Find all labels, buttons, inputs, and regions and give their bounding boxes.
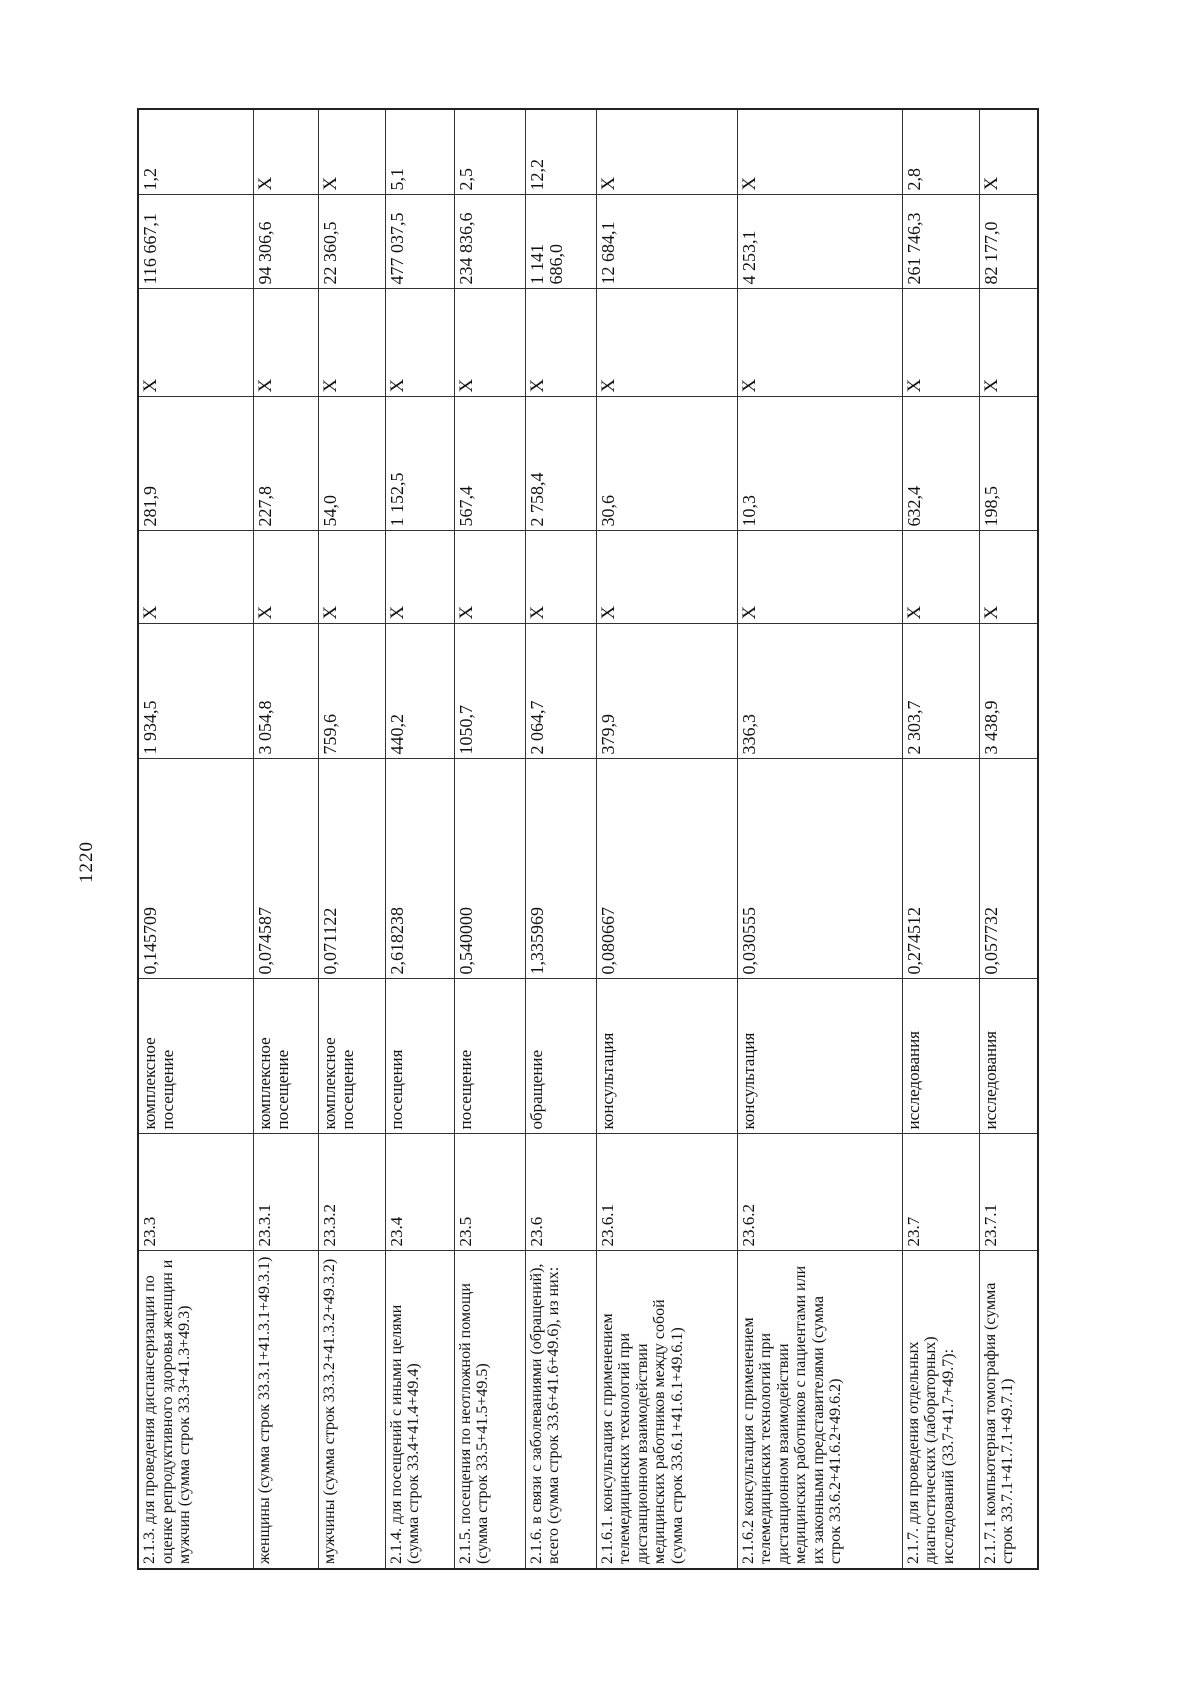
row-code-cell: 23.3.1 (253, 1134, 318, 1251)
row-cost-cell: 2 064,7 (525, 624, 596, 759)
financing-table (137, 108, 1039, 1570)
row-per-capita-cell: 54,0 (318, 397, 385, 531)
row-share-cell: X (596, 109, 737, 195)
row-name-cell: 2.1.4. для посещений с иными целями (сумма строк 33.4+41.4+49.4) (385, 1251, 454, 1569)
row-code-cell: 23.7.1 (979, 1134, 1038, 1251)
row-share-cell: 2,8 (902, 109, 979, 195)
page-number-text: 1220 (76, 841, 97, 883)
table-row (318, 109, 385, 1569)
row-unit-cell: комплексное посещение (138, 979, 253, 1134)
row-per-capita-cell: 1 152,5 (385, 397, 454, 531)
row-x-cell: X (454, 289, 525, 397)
row-share-cell: X (737, 109, 902, 195)
row-code-cell: 23.5 (454, 1134, 525, 1251)
row-total-cell: 94 306,6 (253, 195, 318, 289)
row-cost-cell: 3 054,8 (253, 624, 318, 759)
row-total-cell: 12 684,1 (596, 195, 737, 289)
row-per-capita-cell: 281,9 (138, 397, 253, 531)
row-name-cell: 2.1.5. посещения по неотложной помощи (сумма строк 33.5+41.5+49.5) (454, 1251, 525, 1569)
row-norm-cell: 0,074587 (253, 759, 318, 979)
row-code-cell: 23.3 (138, 1134, 253, 1251)
row-per-capita-cell: 2 758,4 (525, 397, 596, 531)
row-norm-cell: 0,057732 (979, 759, 1038, 979)
table-row (385, 109, 454, 1569)
row-name-cell: 2.1.6.2 консультация с применением телемедицинских технологий при дистанционном взаимодействии медицинских работников с пациентами или их законными представителями (сумма строк 33.6.2+41.6.2+49.6.2) (737, 1251, 902, 1569)
rotated-table-container (137, 110, 1037, 1570)
row-per-capita-cell: 227,8 (253, 397, 318, 531)
row-total-cell: 261 746,3 (902, 195, 979, 289)
row-norm-cell: 0,071122 (318, 759, 385, 979)
row-total-cell: 82 177,0 (979, 195, 1038, 289)
table-row (253, 109, 318, 1569)
row-x-cell: X (596, 531, 737, 624)
row-share-cell: X (318, 109, 385, 195)
row-x-cell: X (138, 289, 253, 397)
row-x-cell: X (902, 289, 979, 397)
row-code-cell: 23.6.1 (596, 1134, 737, 1251)
row-cost-cell: 440,2 (385, 624, 454, 759)
row-name-cell: женщины (сумма строк 33.3.1+41.3.1+49.3.1) (253, 1251, 318, 1569)
row-cost-cell: 379,9 (596, 624, 737, 759)
row-cost-cell: 2 303,7 (902, 624, 979, 759)
row-norm-cell: 0,030555 (737, 759, 902, 979)
row-unit-cell: комплексное посещение (253, 979, 318, 1134)
row-unit-cell: комплексное посещение (318, 979, 385, 1134)
row-cost-cell: 1050,7 (454, 624, 525, 759)
row-name-cell: 2.1.6. в связи с заболеваниями (обращений), всего (сумма строк 33.6+41.6+49.6), из них: (525, 1251, 596, 1569)
row-x-cell: X (253, 289, 318, 397)
table-row (979, 109, 1038, 1569)
row-total-cell: 234 836,6 (454, 195, 525, 289)
row-name-cell: мужчины (сумма строк 33.3.2+41.3.2+49.3.2) (318, 1251, 385, 1569)
row-total-cell: 1 141 686,0 (525, 195, 596, 289)
row-x-cell: X (318, 531, 385, 624)
table-row (454, 109, 525, 1569)
row-share-cell: 5,1 (385, 109, 454, 195)
row-name-cell: 2.1.7.1 компьютерная томография (сумма строк 33.7.1+41.7.1+49.7.1) (979, 1251, 1038, 1569)
row-x-cell: X (979, 289, 1038, 397)
row-x-cell: X (385, 289, 454, 397)
row-cost-cell: 1 934,5 (138, 624, 253, 759)
row-share-cell: 12,2 (525, 109, 596, 195)
row-unit-cell: исследования (902, 979, 979, 1134)
row-name-cell: 2.1.3. для проведения диспансеризации по оценке репродуктивного здоровья женщин и мужчин (сумма строк 33.3+41.3+49.3) (138, 1251, 253, 1569)
row-x-cell: X (253, 531, 318, 624)
row-per-capita-cell: 567,4 (454, 397, 525, 531)
row-share-cell: 2,5 (454, 109, 525, 195)
row-x-cell: X (596, 289, 737, 397)
row-code-cell: 23.6.2 (737, 1134, 902, 1251)
row-x-cell: X (318, 289, 385, 397)
table-row (902, 109, 979, 1569)
row-cost-cell: 759,6 (318, 624, 385, 759)
row-per-capita-cell: 30,6 (596, 397, 737, 531)
row-norm-cell: 2,618238 (385, 759, 454, 979)
row-per-capita-cell: 198,5 (979, 397, 1038, 531)
row-x-cell: X (737, 531, 902, 624)
row-x-cell: X (902, 531, 979, 624)
row-unit-cell: консультация (737, 979, 902, 1134)
row-total-cell: 22 360,5 (318, 195, 385, 289)
row-unit-cell: посещение (454, 979, 525, 1134)
row-name-cell: 2.1.6.1. консультация с применением телемедицинских технологий при дистанционном взаимодействии медицинских работников между собой (сумма строк 33.6.1+41.6.1+49.6.1) (596, 1251, 737, 1569)
table-row (737, 109, 902, 1569)
row-unit-cell: посещения (385, 979, 454, 1134)
row-code-cell: 23.7 (902, 1134, 979, 1251)
row-unit-cell: обращение (525, 979, 596, 1134)
row-x-cell: X (737, 289, 902, 397)
row-share-cell: 1,2 (138, 109, 253, 195)
page-number (72, 832, 102, 892)
table-row (525, 109, 596, 1569)
row-norm-cell: 1,335969 (525, 759, 596, 979)
row-x-cell: X (525, 531, 596, 624)
row-per-capita-cell: 632,4 (902, 397, 979, 531)
row-code-cell: 23.6 (525, 1134, 596, 1251)
table-row (138, 109, 253, 1569)
row-total-cell: 4 253,1 (737, 195, 902, 289)
row-x-cell: X (385, 531, 454, 624)
row-x-cell: X (979, 531, 1038, 624)
row-unit-cell: консультация (596, 979, 737, 1134)
row-total-cell: 116 667,1 (138, 195, 253, 289)
row-share-cell: X (979, 109, 1038, 195)
row-total-cell: 477 037,5 (385, 195, 454, 289)
row-norm-cell: 0,274512 (902, 759, 979, 979)
row-code-cell: 23.3.2 (318, 1134, 385, 1251)
row-cost-cell: 336,3 (737, 624, 902, 759)
row-code-cell: 23.4 (385, 1134, 454, 1251)
row-x-cell: X (454, 531, 525, 624)
row-share-cell: X (253, 109, 318, 195)
table-row (596, 109, 737, 1569)
row-per-capita-cell: 10,3 (737, 397, 902, 531)
row-x-cell: X (525, 289, 596, 397)
row-cost-cell: 3 438,9 (979, 624, 1038, 759)
row-unit-cell: исследования (979, 979, 1038, 1134)
row-norm-cell: 0,540000 (454, 759, 525, 979)
table-body (138, 109, 1038, 1569)
row-x-cell: X (138, 531, 253, 624)
row-norm-cell: 0,145709 (138, 759, 253, 979)
row-norm-cell: 0,080667 (596, 759, 737, 979)
row-name-cell: 2.1.7. для проведения отдельных диагностических (лабораторных) исследований (33.7+41.7+49.7): (902, 1251, 979, 1569)
